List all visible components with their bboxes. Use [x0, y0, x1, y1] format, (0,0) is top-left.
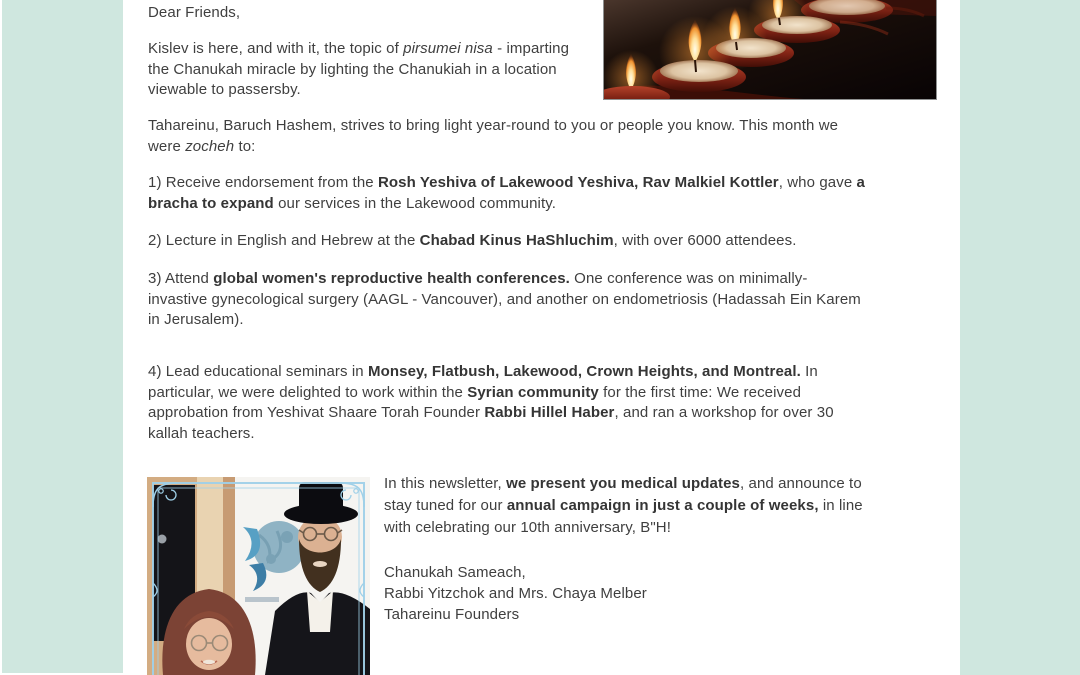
greeting-text: Dear Friends,	[148, 4, 241, 21]
signature-block	[384, 562, 647, 625]
candles-illustration	[604, 0, 936, 99]
founders-photo	[147, 477, 370, 675]
overview-paragraph: Tahareinu, Baruch Hashem, strives to bring light year-round to you or people you know. This month we were zocheh to:	[148, 117, 839, 155]
signature-line: Rabbi Yitzchok and Mrs. Chaya Melber	[384, 585, 647, 602]
list-item-3: 3) Attend global women's reproductive health conferences. One conference was on minimally-invastive gynecological surgery (AAGL - Vancouver), and another on endometriosis (Hadassah Ein Karem in Jerusalem).	[148, 270, 861, 328]
background-right-panel	[960, 0, 1080, 675]
list-item-4: 4) Lead educational seminars in Monsey, Flatbush, Lakewood, Crown Heights, and Montreal. In particular, we were delighted to work within the Syrian community for the first time: We received approbation from Yeshivat Shaare Torah Founder Rabbi Hillel Haber, and ran a workshop for over 30 kallah teachers.	[148, 363, 834, 442]
background-left-panel	[2, 0, 123, 673]
newsletter-body	[123, 0, 960, 675]
chanukah-candles-photo	[603, 0, 937, 100]
list-item-1: 1) Receive endorsement from the Rosh Yeshiva of Lakewood Yeshiva, Rav Malkiel Kottler, who gave a bracha to expand our services in the Lakewood community.	[148, 174, 865, 212]
founders-illustration	[147, 477, 370, 675]
closing-paragraph: In this newsletter, we present you medical updates, and announce to stay tuned for our annual campaign in just a couple of weeks, in line with celebrating our 10th anniversary, B"H!	[384, 475, 863, 536]
signature-line: Tahareinu Founders	[384, 606, 520, 623]
intro-paragraph: Kislev is here, and with it, the topic of pirsumei nisa - imparting the Chanukah miracle by lighting the Chanukiah in a location viewable to passersby.	[148, 40, 570, 98]
list-item-2: 2) Lecture in English and Hebrew at the Chabad Kinus HaShluchim, with over 6000 attendees.	[148, 232, 797, 249]
signature-line: Chanukah Sameach,	[384, 564, 526, 581]
